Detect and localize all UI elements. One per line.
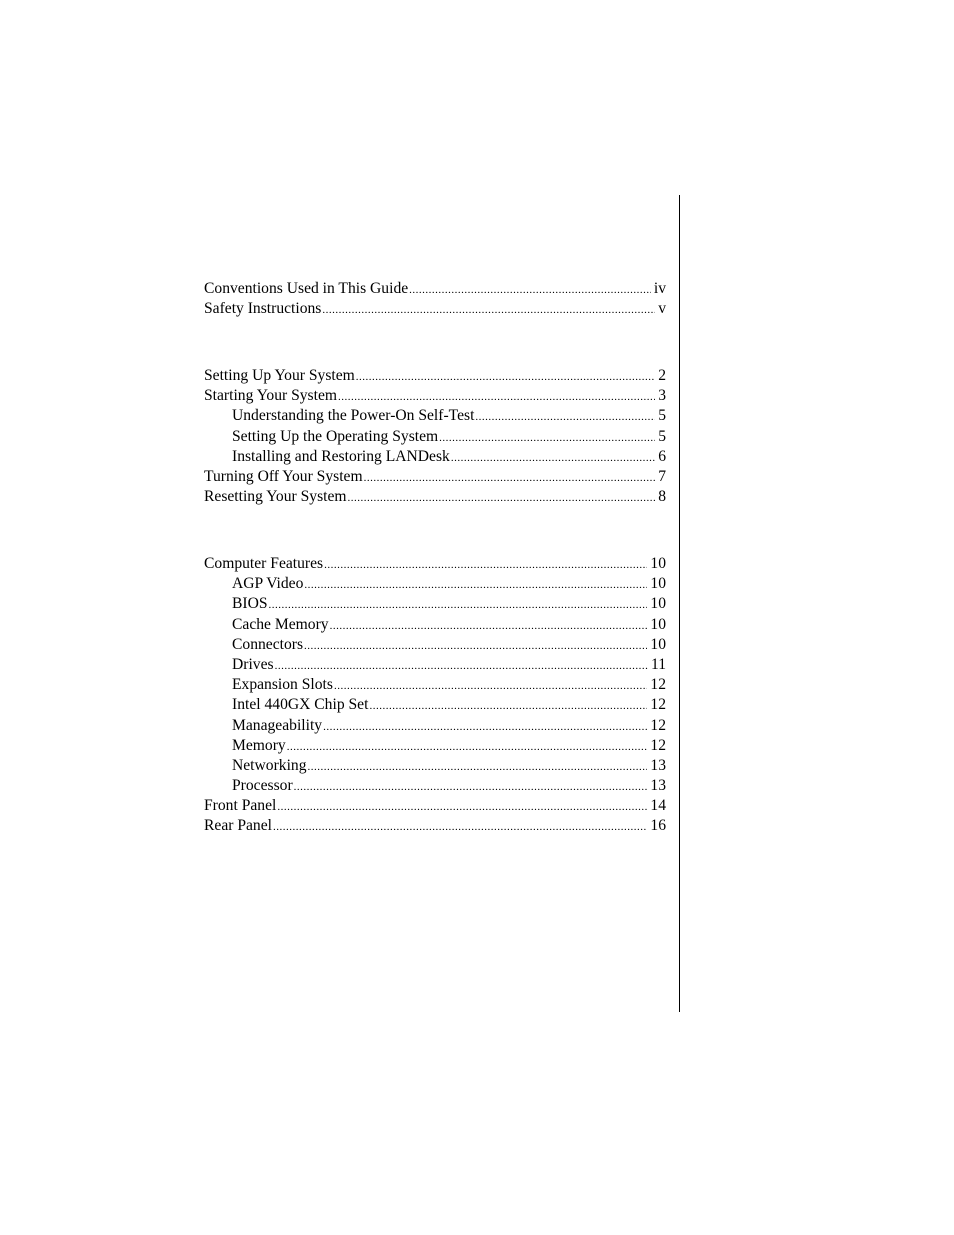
dot-leader [275,656,648,676]
toc-entry-title: BIOS [232,595,268,613]
toc-entry-page: 12 [650,716,666,734]
toc-entry-title: Front Panel [204,797,277,815]
toc-entry-page: 16 [650,817,666,835]
toc-subentry[interactable] [204,695,666,715]
dot-leader [439,428,655,448]
toc-entry-title: Conventions Used in This Guide [204,280,409,297]
dot-leader [338,387,655,407]
dot-leader [323,717,647,737]
toc-section-front-matter [204,279,666,319]
toc-subentry[interactable] [204,675,666,695]
toc-entry-title: Intel 440GX Chip Set [232,696,369,714]
toc-entry-title: Memory [232,736,286,754]
dot-leader [369,696,647,716]
toc-entry-page: 12 [650,676,666,694]
toc-entry-page: 2 [658,367,666,384]
dot-leader [334,676,647,696]
toc-entry[interactable] [204,467,666,487]
toc-entry-title: AGP Video [232,575,304,593]
dot-leader [409,280,651,300]
toc-entry-title: Manageability [232,716,323,734]
dot-leader [294,777,648,797]
toc-entry[interactable] [204,554,666,574]
toc-entry-title: Connectors [232,635,304,653]
toc-subentry[interactable] [204,635,666,655]
toc-entry-title: Installing and Restoring LANDesk [232,447,450,465]
toc-entry[interactable] [204,299,666,319]
dot-leader [475,407,655,427]
toc-entry-title: Resetting Your System [204,488,347,506]
dot-leader [324,555,647,575]
toc-entry-page: 5 [658,427,666,445]
toc-subentry[interactable] [204,615,666,635]
toc-entry-page: 10 [650,575,666,593]
toc-entry-title: Computer Features [204,555,324,572]
toc-entry-title: Setting Up the Operating System [232,427,439,445]
toc-entry-page: 13 [650,777,666,795]
toc-subentry[interactable] [204,776,666,796]
dot-leader [364,468,656,488]
toc-entry-page: 10 [650,595,666,613]
dot-leader [277,797,647,817]
toc-entry-title: Rear Panel [204,817,272,835]
dot-leader [356,367,655,387]
dot-leader [273,817,647,837]
toc-entry-title: Processor [232,777,293,795]
toc-entry-title: Setting Up Your System [204,367,355,384]
dot-leader [451,448,655,468]
toc-entry-page: v [658,300,666,318]
toc-subentry[interactable] [204,594,666,614]
toc-entry-title: Drives [232,655,274,673]
toc-entry-page: 13 [650,756,666,774]
toc-entry-page: 6 [658,447,666,465]
toc-subentry[interactable] [204,406,666,426]
toc-entry-page: 14 [650,797,666,815]
toc-entry-page: 12 [650,696,666,714]
toc-subentry[interactable] [204,427,666,447]
toc-entry-title: Understanding the Power-On Self-Test [232,407,475,425]
toc-entry[interactable] [204,386,666,406]
toc-entry-title: Turning Off Your System [204,467,363,485]
toc-subentry[interactable] [204,574,666,594]
toc-entry[interactable] [204,279,666,299]
dot-leader [330,616,648,636]
toc-entry[interactable] [204,366,666,386]
toc-entry-page: 8 [658,488,666,506]
toc-entry-title: Safety Instructions [204,300,322,318]
dot-leader [304,575,647,595]
dot-leader [287,737,648,757]
toc-entry-page: 3 [658,387,666,405]
toc-subentry[interactable] [204,655,666,675]
toc-section-chapter-1 [204,366,666,507]
toc-entry-title: Expansion Slots [232,676,333,694]
dot-leader [308,757,648,777]
toc-entry-page: 10 [650,615,666,633]
toc-entry-page: 10 [650,555,666,572]
dot-leader [269,595,648,615]
toc-entry-title: Cache Memory [232,615,329,633]
toc-entry-page: 12 [650,736,666,754]
toc-subentry[interactable] [204,716,666,736]
toc-section-chapter-2 [204,554,666,837]
toc-entry-page: 10 [650,635,666,653]
toc-entry[interactable] [204,816,666,836]
toc-entry-page: 7 [658,467,666,485]
toc-entry-page: iv [653,280,666,297]
toc-subentry[interactable] [204,756,666,776]
toc-entry[interactable] [204,487,666,507]
toc-entry-title: Networking [232,756,307,774]
toc-entry-page: 5 [658,407,666,425]
toc-entry-page: 11 [650,655,666,673]
dot-leader [304,636,647,656]
toc-subentry[interactable] [204,447,666,467]
toc-entry[interactable] [204,796,666,816]
vertical-rule [679,195,680,1012]
dot-leader [348,488,656,508]
toc-entry-title: Starting Your System [204,387,338,405]
dot-leader [322,300,655,320]
toc-subentry[interactable] [204,736,666,756]
